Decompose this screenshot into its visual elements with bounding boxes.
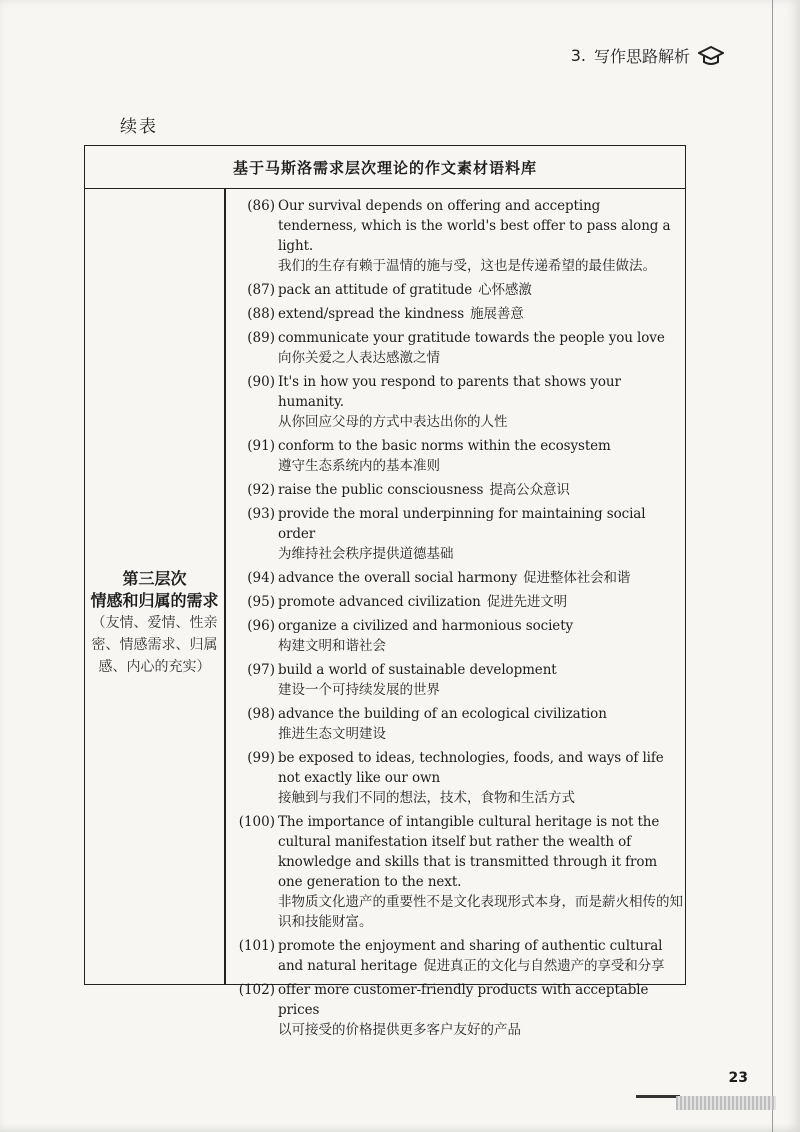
section-number: 3.: [570, 46, 586, 65]
list-item: [235, 436, 683, 476]
need-description: （友情、爱情、性亲密、情感需求、归属感、内心的充实）: [91, 615, 218, 675]
english-text: pack an attitude of gratitude: [278, 282, 473, 298]
list-item: [235, 660, 683, 700]
binding-line: [772, 0, 773, 1132]
english-text: conform to the basic norms within the ecosystem: [278, 438, 611, 454]
list-item: [235, 196, 683, 276]
item-body: [278, 196, 683, 276]
item-body: [278, 592, 683, 612]
item-number: (88): [247, 306, 275, 322]
chinese-translation: 以可接受的价格提供更多客户友好的产品: [278, 1022, 521, 1038]
english-text: offer more customer-friendly products with acceptable prices: [278, 982, 649, 1018]
item-body: [278, 304, 683, 324]
english-text: provide the moral underpinning for maintaining social order: [278, 506, 646, 542]
english-phrase: [278, 328, 683, 348]
list-item: [235, 372, 683, 432]
list-item: [235, 936, 683, 976]
item-number: (86): [247, 198, 275, 214]
chinese-translation: 促进先进文明: [486, 594, 568, 610]
english-text: be exposed to ideas, technologies, foods, and ways of life not exactly like our own: [278, 750, 664, 786]
corpus-table: [84, 145, 686, 1038]
chinese-translation: 促进真正的文化与自然遗产的享受和分享: [423, 958, 665, 974]
chinese-translation: 推进生态文明建设: [278, 726, 386, 742]
item-number: (98): [247, 706, 275, 722]
english-phrase: [278, 704, 683, 724]
chinese-translation: 建设一个可持续发展的世界: [278, 682, 440, 698]
list-item: [235, 504, 683, 564]
item-number: (93): [247, 506, 275, 522]
english-phrase: [278, 280, 683, 300]
english-text: organize a civilized and harmonious society: [278, 618, 574, 634]
item-number: (95): [247, 594, 275, 610]
list-item: [235, 328, 683, 368]
chinese-translation: 非物质文化遗产的重要性不是文化表现形式本身，而是薪火相传的知识和技能财富。: [278, 894, 683, 930]
english-text: raise the public consciousness: [278, 482, 484, 498]
category-cell: [85, 188, 224, 984]
list-item: [235, 748, 683, 808]
chinese-translation: 心怀感激: [478, 282, 532, 298]
item-number: (100): [238, 814, 275, 830]
footer-bar: [676, 1096, 776, 1110]
english-text: advance the building of an ecological civilization: [278, 706, 607, 722]
item-body: [278, 936, 683, 976]
english-phrase: [278, 812, 683, 892]
chinese-translation: 向你关爱之人表达感激之情: [278, 350, 440, 366]
english-text: promote advanced civilization: [278, 594, 481, 610]
entries-list: [235, 196, 683, 1044]
item-number: (102): [238, 982, 275, 998]
section-title: 写作思路解析: [593, 47, 690, 66]
chinese-translation: 为维持社会秩序提供道德基础: [278, 546, 454, 562]
chinese-translation: 我们的生存有赖于温情的施与受，这也是传递希望的最佳做法。: [278, 258, 656, 274]
english-text: extend/spread the kindness: [278, 306, 465, 322]
english-phrase: [278, 480, 683, 500]
item-number: (90): [247, 374, 275, 390]
english-text: The importance of intangible cultural heritage is not the cultural manifestation itself but rather the wealth of knowledge and skills that is transmitted through it from one generation to the next.: [278, 814, 660, 890]
item-body: [278, 748, 683, 808]
english-text: Our survival depends on offering and accepting tenderness, which is the world's best offer to pass along a light.: [278, 198, 671, 254]
chinese-translation: 从你回应父母的方式中表达出你的人性: [278, 414, 508, 430]
item-body: [278, 980, 683, 1040]
graduation-cap-icon: [698, 45, 724, 67]
chinese-translation: 构建文明和谐社会: [278, 638, 386, 654]
item-number: (97): [247, 662, 275, 678]
english-phrase: [278, 592, 683, 612]
list-item: [235, 704, 683, 744]
chinese-translation: 接触到与我们不同的想法，技术，食物和生活方式: [278, 790, 575, 806]
english-phrase: [278, 660, 683, 680]
running-header: [571, 44, 724, 67]
item-body: [278, 480, 683, 500]
footer-rule: [636, 1095, 680, 1098]
item-body: [278, 280, 683, 300]
item-body: [278, 436, 683, 476]
item-body: [278, 568, 683, 588]
list-item: [235, 592, 683, 612]
item-number: (92): [247, 482, 275, 498]
chinese-translation: 促进整体社会和谐: [523, 570, 631, 586]
item-body: [278, 704, 683, 744]
item-number: (89): [247, 330, 275, 346]
item-number: (94): [247, 570, 275, 586]
english-phrase: [278, 304, 683, 324]
item-body: [278, 372, 683, 432]
english-phrase: [278, 748, 683, 788]
english-phrase: [278, 568, 683, 588]
list-item: [235, 568, 683, 588]
english-phrase: [278, 936, 683, 976]
item-body: [278, 504, 683, 564]
english-text: build a world of sustainable development: [278, 662, 557, 678]
english-text: advance the overall social harmony: [278, 570, 518, 586]
item-body: [278, 616, 683, 656]
continued-label: 续表: [120, 117, 158, 137]
english-phrase: [278, 616, 683, 636]
item-body: [278, 812, 683, 932]
chinese-translation: 施展善意: [470, 306, 524, 322]
english-text: It's in how you respond to parents that shows your humanity.: [278, 374, 621, 410]
list-item: [235, 280, 683, 300]
column-divider: [224, 188, 226, 984]
list-item: [235, 480, 683, 500]
list-item: [235, 812, 683, 932]
list-item: [235, 304, 683, 324]
chinese-translation: 遵守生态系统内的基本准则: [278, 458, 440, 474]
page-number: 23: [728, 1070, 748, 1086]
english-phrase: [278, 372, 683, 412]
item-body: [278, 660, 683, 700]
chinese-translation: 提高公众意识: [489, 482, 570, 498]
item-number: (96): [247, 618, 275, 634]
item-number: (91): [247, 438, 275, 454]
table-title: 基于马斯洛需求层次理论的作文素材语料库: [85, 146, 685, 189]
category-label: [85, 568, 224, 678]
english-phrase: [278, 436, 683, 456]
english-text: promote the enjoyment and sharing of authentic cultural and natural heritage: [278, 938, 663, 974]
item-number: (87): [247, 282, 275, 298]
level-name: 第三层次: [122, 569, 187, 588]
english-phrase: [278, 980, 683, 1020]
list-item: [235, 980, 683, 1040]
english-phrase: [278, 504, 683, 544]
item-number: (99): [247, 750, 275, 766]
english-text: communicate your gratitude towards the people you love: [278, 330, 665, 346]
need-name: 情感和归属的需求: [90, 591, 219, 610]
list-item: [235, 616, 683, 656]
english-phrase: [278, 196, 683, 256]
item-body: [278, 328, 683, 368]
item-number: (101): [238, 938, 275, 954]
